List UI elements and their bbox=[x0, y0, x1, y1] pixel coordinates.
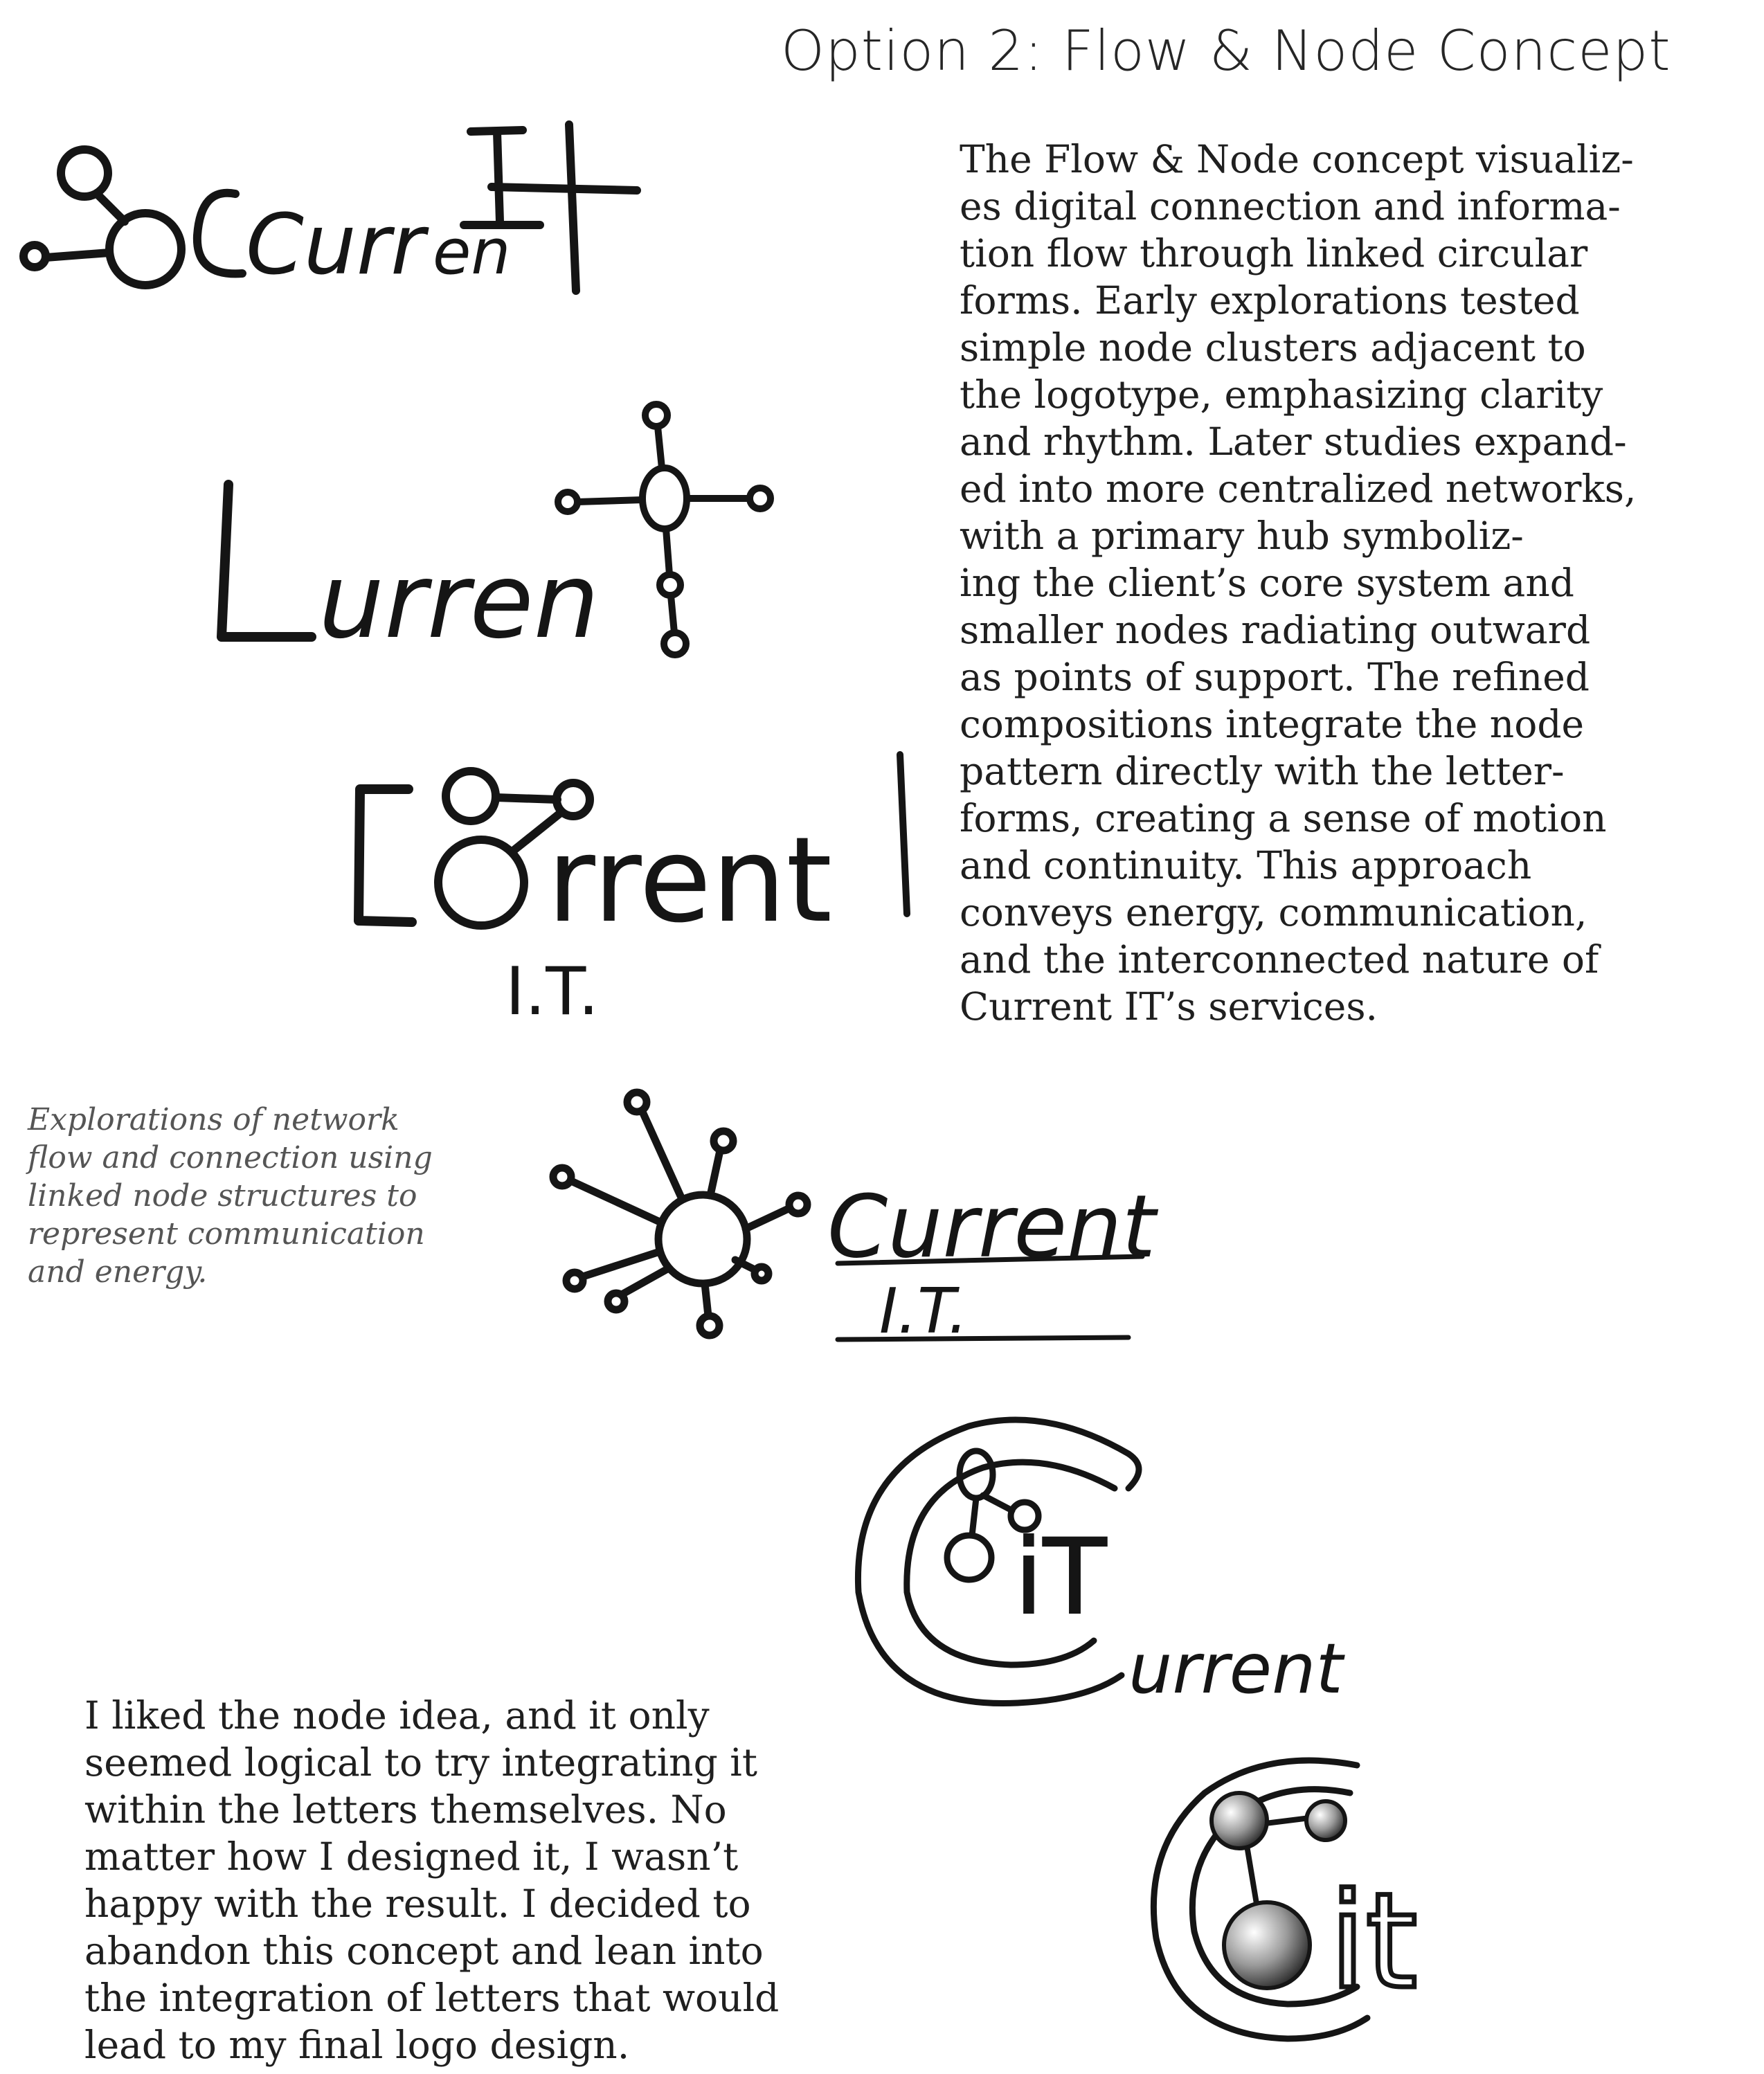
node-link bbox=[671, 595, 674, 633]
concept-description bbox=[960, 136, 1721, 1030]
sketch-node-u-logotype bbox=[346, 741, 942, 1031]
sketch-subword: I.T. bbox=[879, 1275, 969, 1348]
sphere-node bbox=[1224, 1902, 1310, 1988]
sketch-shaded-monogram bbox=[1128, 1751, 1523, 2049]
description-line: smaller nodes radiating outward bbox=[960, 608, 1591, 652]
reflection-line: I liked the node idea, and it only bbox=[84, 1693, 710, 1738]
node-circle bbox=[109, 213, 181, 285]
description-line: conveys energy, communication, bbox=[960, 890, 1587, 935]
reflection-line: happy with the result. I decided to bbox=[84, 1882, 751, 1926]
node-circle bbox=[714, 1131, 733, 1151]
node-link bbox=[705, 1283, 708, 1316]
description-line: ed into more centralized networks, bbox=[960, 467, 1637, 511]
sketch-c-monogram-logotype bbox=[838, 1412, 1350, 1717]
node-circle bbox=[947, 1535, 991, 1580]
reflection-line: within the letters themselves. No bbox=[84, 1787, 727, 1832]
node-link bbox=[642, 1112, 682, 1199]
node-link bbox=[746, 1208, 790, 1229]
node-link bbox=[577, 500, 642, 502]
node-link bbox=[972, 1498, 976, 1535]
node-link bbox=[658, 426, 662, 468]
description-line: and the interconnected nature of bbox=[960, 937, 1599, 982]
sketch-word: rrent bbox=[547, 812, 833, 949]
caption-line: and energy. bbox=[28, 1254, 208, 1290]
letter-c-stroke bbox=[197, 193, 242, 274]
reflection-line: lead to my final logo design. bbox=[84, 2023, 630, 2067]
monogram-c-cap bbox=[1128, 1454, 1139, 1488]
description-line: es digital connection and informa- bbox=[960, 184, 1621, 228]
node-link bbox=[583, 1252, 660, 1277]
node-circle bbox=[446, 771, 496, 821]
description-line: as points of support. The refined bbox=[960, 655, 1590, 699]
description-line: ing the client’s core system and bbox=[960, 561, 1574, 605]
description-line: compositions integrate the node bbox=[960, 702, 1585, 746]
node-link bbox=[46, 253, 109, 258]
sketch-word: urrent bbox=[1128, 1628, 1343, 1709]
sketch-word: Curr bbox=[246, 197, 425, 294]
description-line: pattern directly with the letter- bbox=[960, 749, 1565, 793]
sketch-word: Current bbox=[827, 1177, 1156, 1277]
reflection-line: the integration of letters that would bbox=[84, 1976, 780, 2020]
description-line: and continuity. This approach bbox=[960, 843, 1532, 887]
node-link bbox=[97, 194, 125, 222]
sketch-network-t-logotype bbox=[201, 388, 810, 678]
letter-c-stroke bbox=[359, 789, 412, 922]
node-link bbox=[1246, 1841, 1257, 1904]
sketch-word-end: en bbox=[433, 216, 511, 289]
letter-t-bar bbox=[492, 187, 637, 190]
description-line: and rhythm. Later studies expand- bbox=[960, 420, 1627, 464]
caption-line: linked node structures to bbox=[28, 1178, 417, 1214]
sketch-subword: I.T. bbox=[505, 954, 600, 1030]
description-line: forms. Early explorations tested bbox=[960, 278, 1580, 323]
letter-t-stem bbox=[569, 125, 576, 291]
description-line: with a primary hub symboliz- bbox=[960, 514, 1524, 558]
sketch-word: urren bbox=[318, 541, 600, 662]
caption-line: Explorations of network bbox=[28, 1102, 399, 1137]
reflection-line: seemed logical to try integrating it bbox=[84, 1740, 757, 1785]
sketch-caption bbox=[28, 1101, 457, 1291]
node-link bbox=[710, 1151, 720, 1196]
hub-node bbox=[642, 468, 687, 529]
description-line: forms, creating a sense of motion bbox=[960, 796, 1607, 840]
i-stem bbox=[497, 132, 500, 222]
description-line: simple node clusters adjacent to bbox=[960, 325, 1586, 370]
node-link bbox=[496, 797, 557, 800]
sphere-node bbox=[1212, 1793, 1267, 1848]
reflection-line: abandon this concept and lean into bbox=[84, 1929, 764, 1973]
letter-c-stroke bbox=[222, 485, 312, 637]
description-line: Current IT’s services. bbox=[960, 984, 1378, 1029]
page-title: Option 2: Flow & Node Concept bbox=[781, 19, 1671, 83]
node-link bbox=[622, 1268, 669, 1295]
node-circle bbox=[61, 150, 108, 197]
sketch-node-cluster-logotype bbox=[7, 111, 651, 318]
reflection-line: matter how I designed it, I wasn’t bbox=[84, 1834, 739, 1879]
node-link bbox=[666, 529, 669, 575]
letter-t-stem bbox=[900, 755, 907, 914]
description-line: the logotype, emphasizing clarity bbox=[960, 372, 1603, 417]
node-link bbox=[983, 1495, 1012, 1511]
description-line: The Flow & Node concept visualiz- bbox=[960, 137, 1634, 181]
node-link bbox=[571, 1181, 661, 1223]
node-circle bbox=[645, 404, 667, 426]
sphere-node bbox=[1306, 1801, 1345, 1840]
monogram-letters: iT bbox=[1014, 1517, 1107, 1638]
caption-line: represent communication bbox=[28, 1216, 425, 1252]
monogram-letters: it bbox=[1329, 1865, 1418, 2018]
description-line: tion flow through linked circular bbox=[960, 231, 1588, 276]
reflection-text bbox=[84, 1692, 846, 2068]
sketch-radiating-hub-logotype bbox=[547, 1087, 1170, 1371]
caption-line: flow and connection using bbox=[28, 1140, 433, 1175]
